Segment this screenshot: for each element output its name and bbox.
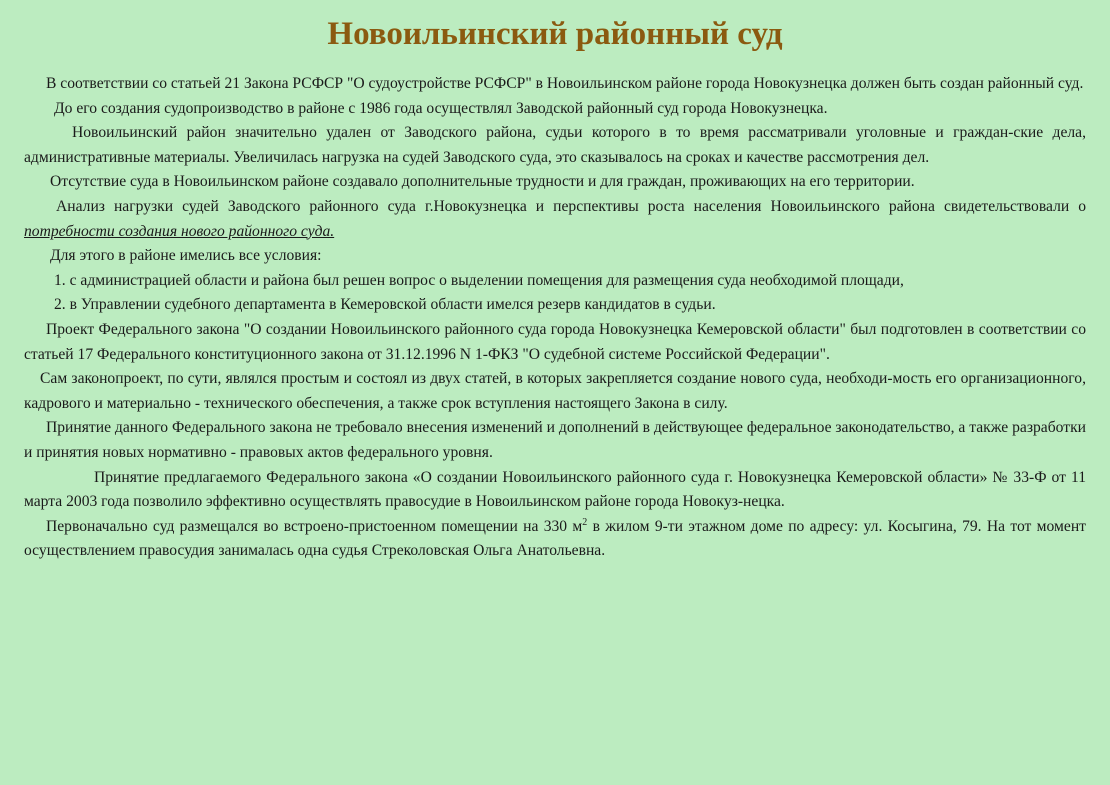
paragraph-13-text: Первоначально суд размещался во встроено-пристоенном помещении на 330 м: [46, 517, 583, 535]
page-title: Новоильинский районный суд: [327, 16, 783, 52]
paragraph-10: Сам законопроект, по сути, являлся простым и состоял из двух статей, в которых закрепляется создание нового суда, необходи-мость его организационного, кадрового и материально - технического обеспечения, а также срок вступления настоящего Закона в силу.: [24, 370, 1086, 412]
paragraph-13-rest: в жилом 9-ти этажном доме по адресу: ул. Косыгина, 79. На тот момент осуществлением правосудия занималась одна судья Стреколовская Ольга Анатольевна.: [24, 517, 1086, 560]
paragraph-12: Принятие предлагаемого Федерального закона «О создании Новоильинского районного суда г. Новокузнецка Кемеровской области» № 33-Ф от 11 марта 2003 года позволило эффективно осуществлять правосудие в Новоильинском районе города Новокуз-нецка.: [24, 468, 1086, 511]
paragraph-1: В соответствии со статьей 21 Закона РСФСР "О судоустройстве РСФСР" в Новоильинском районе города Новокузнецка должен быть создан районный суд.: [46, 75, 1084, 92]
paragraph-4: Отсутствие суда в Новоильинском районе создавало дополнительные трудности и для граждан, проживающих на его территории.: [50, 173, 915, 191]
emphasized-phrase: потребности создания нового районного суда.: [24, 222, 335, 240]
paragraph-6: Для этого в районе имелись все условия:: [50, 247, 322, 265]
paragraph-11: Принятие данного Федерального закона не требовало внесения изменений и дополнений в действующее федеральное законодательство, а также разработки и принятия новых нормативно - правовых актов федерального уровня.: [24, 419, 1086, 461]
paragraph-9: Проект Федерального закона "О создании Новоильинского районного суда города Новокузнецка Кемеровской области" был подготовлен в соответствии со статьей 17 Федерального конституционного закона от 31.12.1996 N 1-ФКЗ "О судебной системе Российской Федерации".: [24, 320, 1086, 363]
superscript-2: 2: [582, 516, 588, 528]
paragraph-5: [24, 195, 1086, 244]
paragraph-2: До его создания судопроизводство в районе с 1986 года осуществлял Заводской районный суд города Новокузнецка.: [54, 99, 828, 117]
paragraph-13: [24, 515, 1086, 564]
article-body: [24, 72, 1086, 564]
paragraph-5-text: Анализ нагрузки судей Заводского районного суда г.Новокузнецка и перспективы роста населения Новоильинского района свидетельствовали о: [56, 197, 1086, 215]
list-item-2: 2. в Управлении судебного департамента в Кемеровской области имелся резерв кандидатов в судьи.: [54, 296, 716, 314]
list-item-1: 1. с администрацией области и района был решен вопрос о выделении помещения для размещения суда необходимой площади,: [54, 271, 904, 289]
paragraph-3: Новоильинский район значительно удален от Заводского района, судьи которого в то время рассматривали уголовные и граждан-ские дела, административные материалы. Увеличилась нагрузка на судей Заводского суда, это сказывалось на сроках и качестве рассмотрения дел.: [24, 124, 1086, 166]
